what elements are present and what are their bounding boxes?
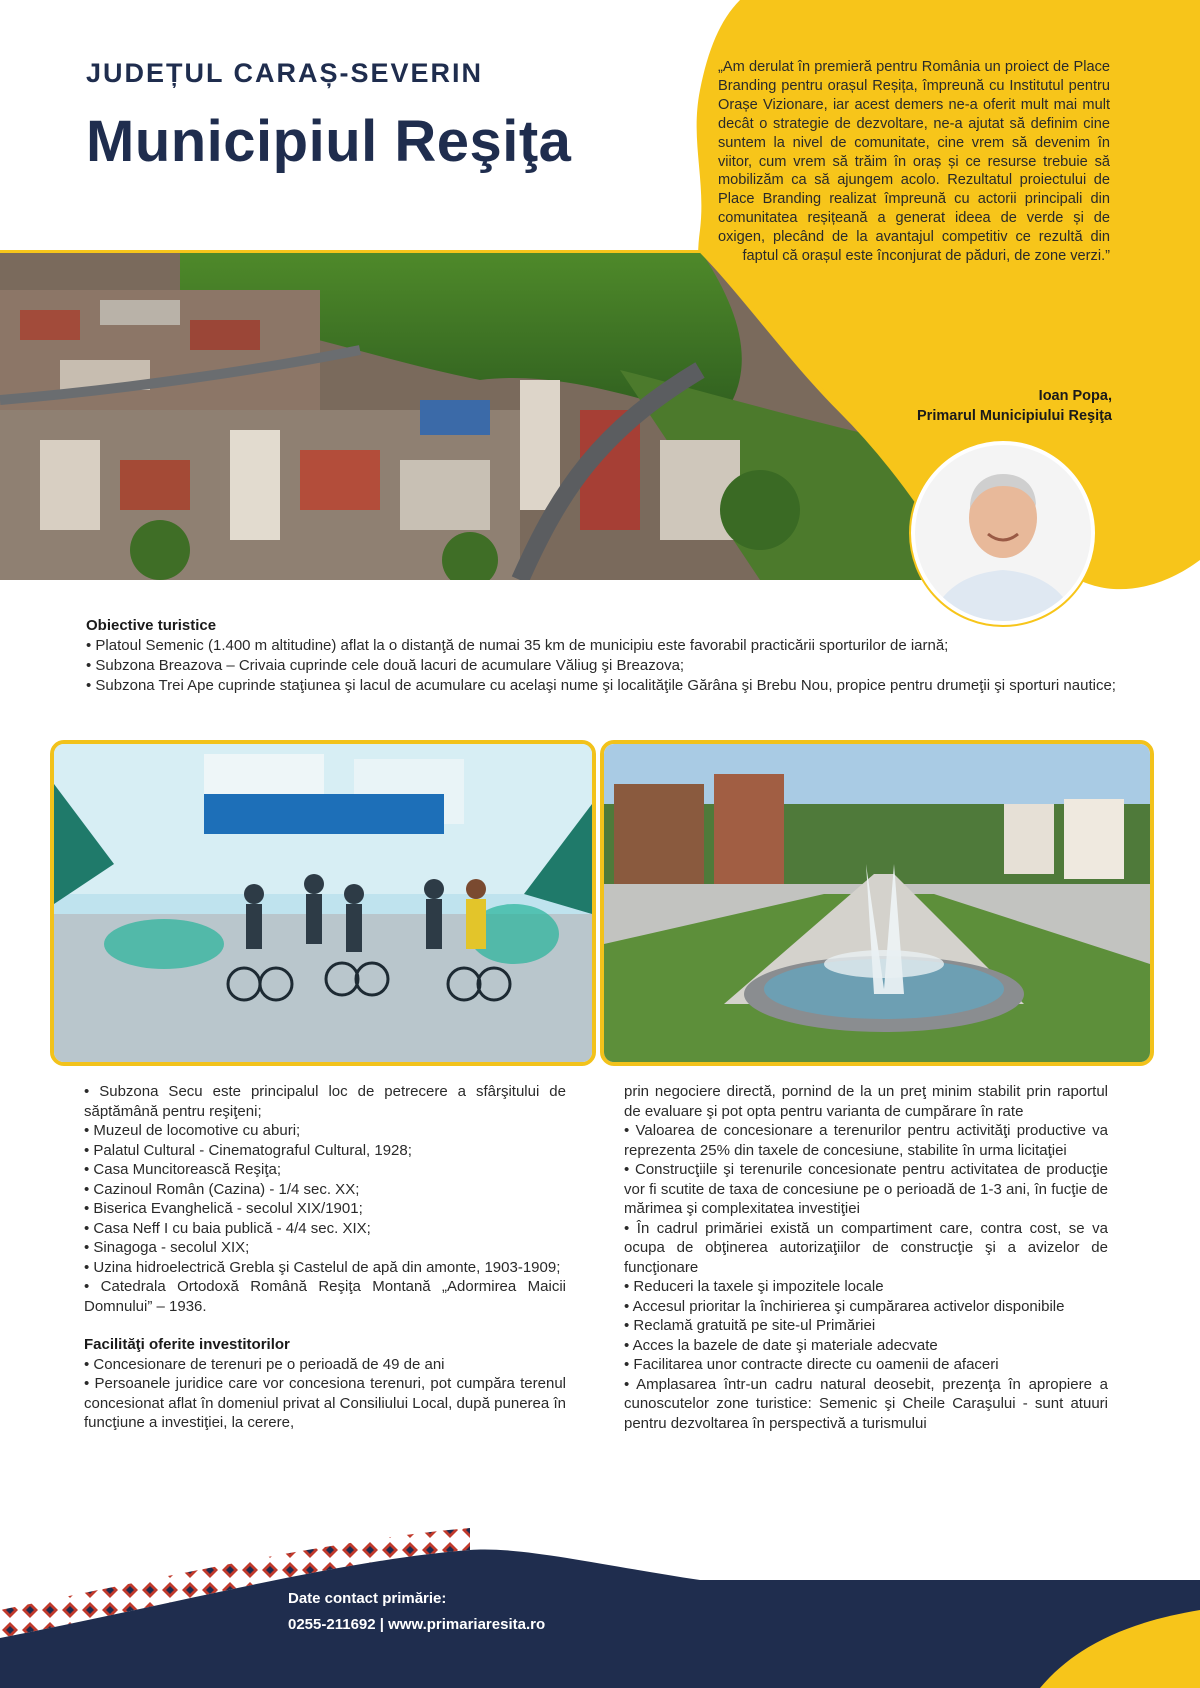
fountain-square-photo xyxy=(600,740,1154,1066)
list-item: • Construcţiile şi terenurile concesionate pentru activitatea de producţie vor fi scutite de taxa de concesiune pe o perioadă de 1-3 ani, în fucţie de mărimea şi complexitatea investiţiei xyxy=(624,1161,1108,1217)
list-item: • Biserica Evanghelică - secolul XIX/1901; xyxy=(84,1200,363,1217)
mayor-portrait xyxy=(908,438,1098,628)
list-item: • Uzina hidroelectrică Grebla şi Castelul de apă din amonte, 1903-1909; xyxy=(84,1258,561,1276)
list-item: • Sinagoga - secolul XIX; xyxy=(84,1239,250,1256)
city-title: Municipiul Reşiţa xyxy=(86,109,572,174)
list-item: • Cazinoul Român (Cazina) - 1/4 sec. XX; xyxy=(84,1180,360,1198)
list-item: • Reclamă gratuită pe site-ul Primăriei xyxy=(624,1317,876,1334)
list-item: • Persoanele juridice care vor concesiona terenuri, pot cumpăra terenul concesionat aflat în domeniul privat al Consiliului Local, după punerea în funcţiune a investiţiei, la cerere, xyxy=(84,1375,566,1431)
investors-title: Facilităţi oferite investitorilor xyxy=(84,1336,290,1353)
list-item: • Concesionare de terenuri pe o perioadă de 49 de ani xyxy=(84,1355,445,1373)
list-item: • Facilitarea unor contracte directe cu oamenii de afaceri xyxy=(624,1356,999,1373)
tourism-item: • Subzona Trei Ape cuprinde staţiunea şi lacul de acumulare cu acelaşi nume şi localităţile Gărâna şi Brebu Nou, propice pentru drumeţii şi sporturi nautice; xyxy=(86,677,1116,694)
city-aerial-photo xyxy=(0,250,936,580)
list-item: • Amplasarea într-un cadru natural deosebit, prezenţa în apropiere a cunoscutelor zone turistice: Semenic şi Cheile Caraşului - sunt atuuri pentru dezvoltarea în perspectivă a turismului xyxy=(624,1375,1108,1432)
right-column xyxy=(624,1082,1108,1433)
list-item: • Subzona Secu este principalul loc de petrecere a sfârşitului de săptămână pentru reşiţeni; xyxy=(84,1083,566,1120)
list-item: • În cadrul primăriei există un compartiment care, contra cost, se va ocupa de obţinerea autorizaţiilor de construcţie şi a avizelor de funcţionare xyxy=(624,1219,1108,1276)
county-title: JUDEȚUL CARAȘ-SEVERIN xyxy=(86,58,484,88)
tourism-title: Obiective turistice xyxy=(86,617,217,634)
quote-author xyxy=(800,386,1112,426)
cyclists-photo xyxy=(50,740,596,1066)
list-item: • Palatul Cultural - Cinematograful Cultural, 1928; xyxy=(84,1141,412,1159)
list-item: • Valoarea de concesionare a terenurilor pentru activităţi productive va reprezenta 25% din taxele de concesiune, stabilite în urma licitaţiei xyxy=(624,1122,1108,1159)
footer-contact xyxy=(288,1586,545,1638)
footer-phone-web: 0255-211692 | www.primariaresita.ro xyxy=(288,1616,546,1633)
footer-title: Date contact primărie: xyxy=(288,1590,447,1607)
author-name: Ioan Popa, xyxy=(1038,388,1112,404)
list-item: • Acces la bazele de date şi materiale adecvate xyxy=(624,1336,938,1354)
list-item: • Reduceri la taxele şi impozitele locale xyxy=(624,1278,884,1295)
author-title: Primarul Municipiului Reşiţa xyxy=(917,408,1112,424)
mayor-quote: „Am derulat în premieră pentru România un proiect de Place Branding pentru orașul Reșița, împreună cu Institutul pentru Orașe Vizionare, iar acest demers ne-a oferit mult mai mult decât o strategie de dezvoltare, ne-a ajutat să definim cine suntem la nivel de comunitate, cine vrem să devenim în viitor, cum vrem să trăim în oraș și ce resurse trebuie să mobilizăm ca să ajungem acolo. Rezultatul proiectului de Place Branding realizat împreună cu actorii principali din comunitatea reșițeană a generat ideea de verde și de oxigen, plecând de la avantajul competitiv ce rezultă din faptul că orașul este înconjurat de păduri, de zone verzi.” xyxy=(718,59,1110,265)
footer-band xyxy=(0,1520,1200,1688)
tourism-section xyxy=(86,616,1118,696)
list-item: prin negociere directă, pornind de la un preţ minim stabilit prin raportul de evaluare şi pot opta pentru varianta de cumpărare în rate xyxy=(624,1083,1108,1120)
tourism-item: • Subzona Breazova – Crivaia cuprinde cele două lacuri de acumulare Văliug şi Breazova; xyxy=(86,657,685,674)
tourism-item: • Platoul Semenic (1.400 m altitudine) aflat la o distanţă de numai 35 km de municipiu este favorabil practicării sporturilor de iarnă; xyxy=(86,637,949,654)
list-item: • Muzeul de locomotive cu aburi; xyxy=(84,1122,301,1139)
list-item: • Casa Neff I cu baia publică - 4/4 sec. XIX; xyxy=(84,1219,371,1237)
list-item: • Catedrala Ortodoxă Română Reşiţa Montană „Adormirea Maicii Domnului” – 1936. xyxy=(84,1278,566,1315)
list-item: • Casa Muncitorească Reşiţa; xyxy=(84,1161,281,1178)
list-item: • Accesul prioritar la închirierea şi cumpărarea activelor disponibile xyxy=(624,1297,1065,1315)
left-column xyxy=(84,1082,566,1433)
